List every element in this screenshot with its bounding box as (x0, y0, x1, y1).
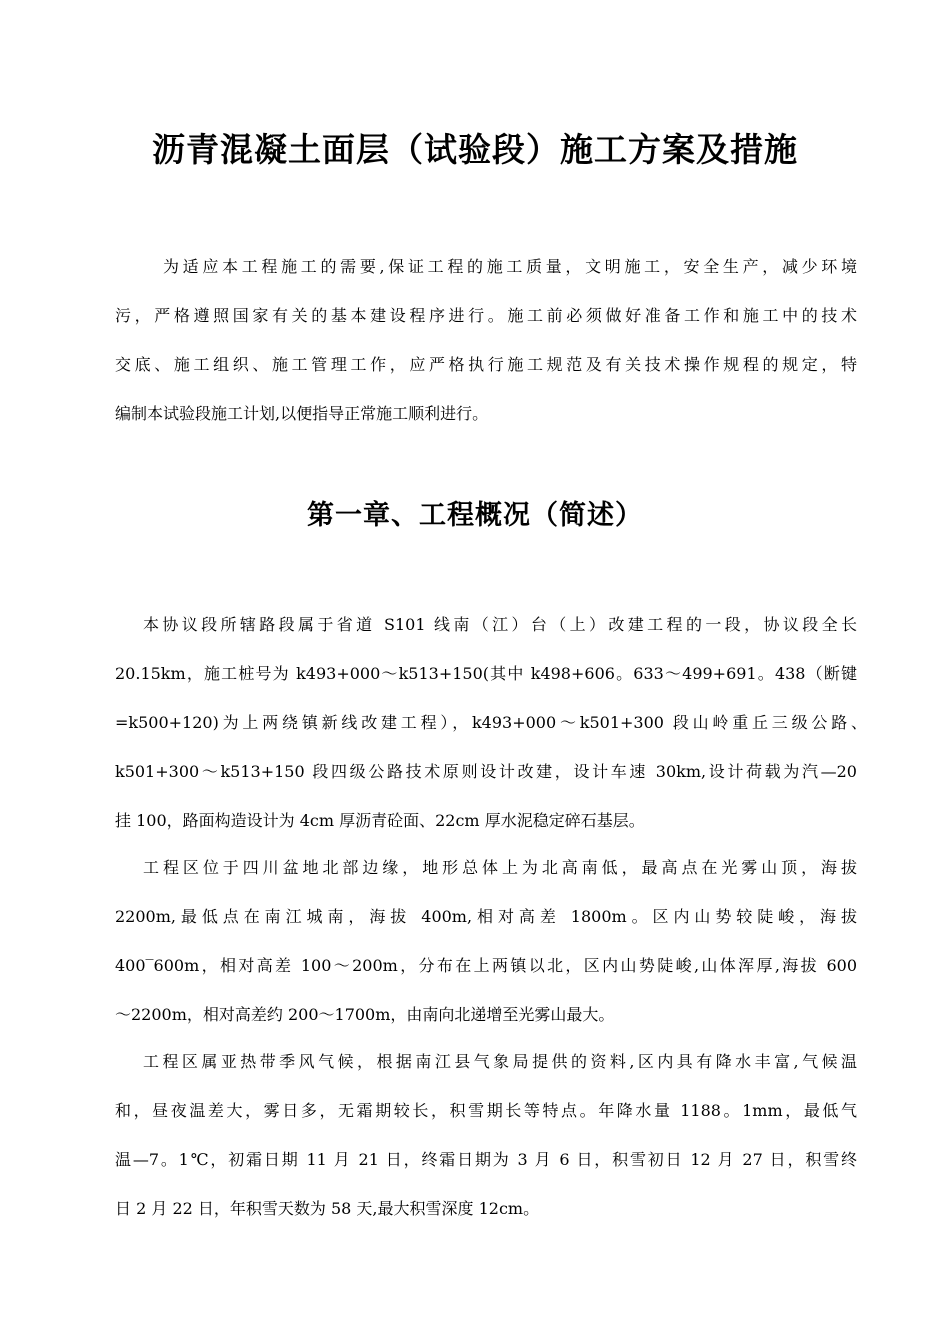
para2-line: ～2200m，相对高差约 200～1700m，由南向北递增至光雾山最大。 (115, 1005, 615, 1024)
intro-line: 污，严格遵照国家有关的基本建设程序进行。施工前必须做好准备工作和施工中的技术 (115, 306, 857, 325)
chapter-title: 第一章、工程概况（简述） (307, 500, 643, 531)
para3-line: 工程区属亚热带季风气候，根据南江县气象局提供的资料,区内具有降水丰富,气候温 (143, 1052, 857, 1071)
intro-line: 为适应本工程施工的需要,保证工程的施工质量，文明施工，安全生产，减少环境 (163, 257, 857, 276)
para1-line: 本协议段所辖路段属于省道 S101 线南（江）台（上）改建工程的一段，协议段全长 (143, 615, 857, 634)
para3-line: 温—7。1℃，初霜日期 11 月 21 日，终霜日期为 3 月 6 日，积雪初日 12 月 27 日，积雪终 (115, 1150, 857, 1169)
para1-line: =k500+120)为上两绕镇新线改建工程），k493+000～k501+300 段山岭重丘三级公路、 (115, 713, 867, 732)
para3-line: 和，昼夜温差大，雾日多，无霜期较长，积雪期长等特点。年降水量 1188。1mm，最低气 (115, 1101, 857, 1120)
para3-line: 日 2 月 22 日，年积雪天数为 58 天,最大积雪深度 12cm。 (115, 1199, 540, 1218)
para1-line: 挂 100，路面构造设计为 4cm 厚沥青砼面、22cm 厚水泥稳定碎石基层。 (115, 811, 645, 830)
para2-line: 工程区位于四川盆地北部边缘，地形总体上为北高南低，最高点在光雾山顶，海拔 (143, 858, 857, 877)
para2-line: 2200m,最低点在南江城南，海拔 400m,相对高差 1800m。区内山势较陡峻，海拔 (115, 907, 857, 926)
document-title: 沥青混凝土面层（试验段）施工方案及措施 (152, 130, 798, 169)
para1-line: 20.15km，施工桩号为 k493+000～k513+150(其中 k498+606。633～499+691。438（断键 (115, 664, 857, 683)
intro-line: 编制本试验段施工计划,以便指导正常施工顺利进行。 (115, 404, 489, 423)
para1-line: k501+300～k513+150 段四级公路技术原则设计改建，设计车速 30km,设计荷载为汽—20 (115, 762, 857, 781)
para2-line: 400‾600m，相对高差 100～200m，分布在上两镇以北，区内山势陡峻,山体浑厚,海拔 600 (115, 956, 857, 975)
intro-line: 交底、施工组织、施工管理工作，应严格执行施工规范及有关技术操作规程的规定，特 (115, 355, 857, 374)
